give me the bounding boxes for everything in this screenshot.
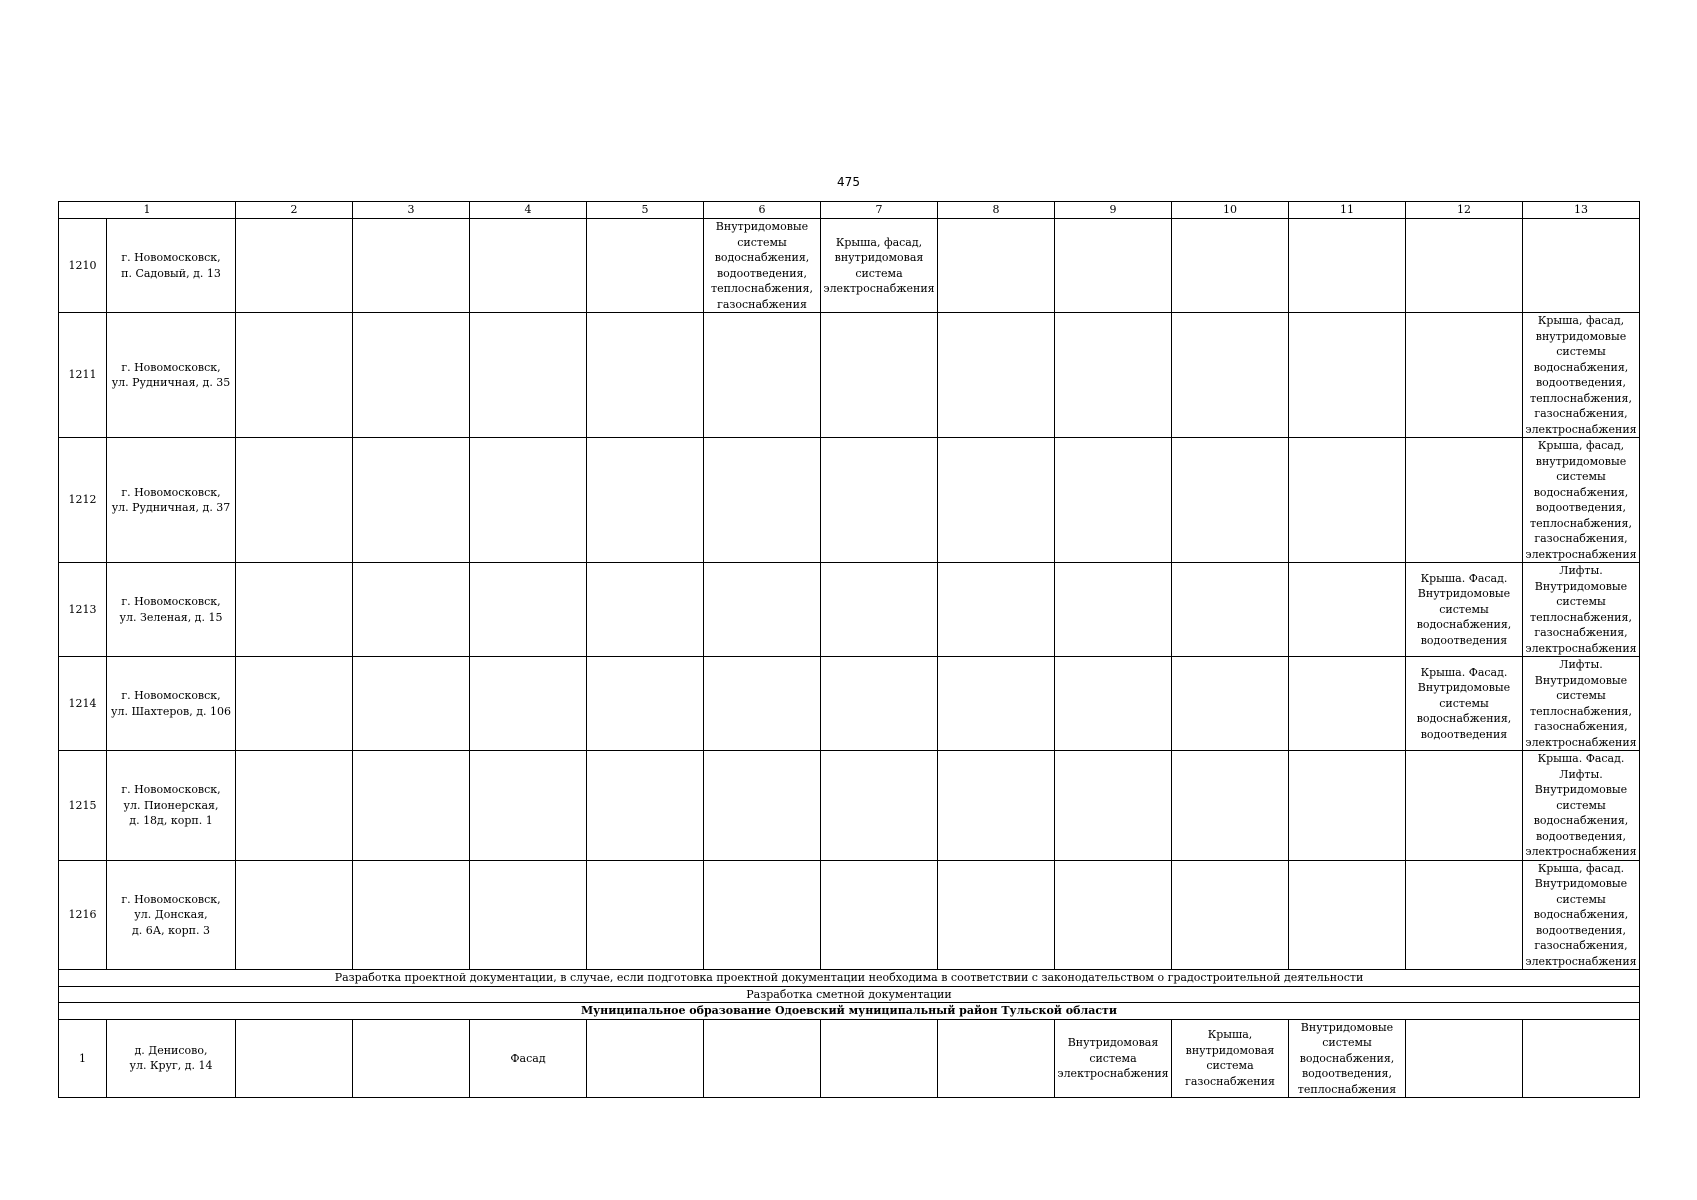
empty-cell: [938, 313, 1055, 438]
header-cell: 13: [1523, 202, 1640, 219]
header-cell: 10: [1172, 202, 1289, 219]
header-cell: 4: [470, 202, 587, 219]
empty-cell: [704, 751, 821, 861]
header-cell: 7: [821, 202, 938, 219]
empty-cell: [821, 860, 938, 970]
empty-cell: [1055, 563, 1172, 657]
section-row: [59, 970, 1640, 987]
header-cell: 9: [1055, 202, 1172, 219]
empty-cell: [353, 657, 470, 751]
empty-cell: [704, 657, 821, 751]
empty-cell: [353, 563, 470, 657]
empty-cell: [821, 657, 938, 751]
empty-cell: [236, 1019, 353, 1098]
header-cell: 11: [1289, 202, 1406, 219]
empty-cell: [236, 751, 353, 861]
work-cell-col12: Крыша. Фасад. Внутридомовые системы водоснабжения, водоотведения: [1406, 563, 1523, 657]
empty-cell: [1055, 657, 1172, 751]
empty-cell: [1289, 313, 1406, 438]
empty-cell: [1289, 219, 1406, 313]
work-cell-col13: Крыша, фасад, внутридомовые системы водоснабжения, водоотведения, теплоснабжения, газоснабжения, электроснабжения: [1523, 313, 1640, 438]
empty-cell: [1289, 563, 1406, 657]
row-number: 1214: [59, 657, 107, 751]
table-row: [59, 657, 1640, 751]
work-cell-col10: Крыша, внутридомовая система газоснабжения: [1172, 1019, 1289, 1098]
empty-cell: [1172, 563, 1289, 657]
empty-cell: [1289, 438, 1406, 563]
empty-cell: [821, 1019, 938, 1098]
address-cell: г. Новомосковск, ул. Донская, д. 6А, корп. 3: [107, 860, 236, 970]
address-cell: г. Новомосковск, ул. Зеленая, д. 15: [107, 563, 236, 657]
empty-cell: [1055, 860, 1172, 970]
row-number: 1215: [59, 751, 107, 861]
empty-cell: [587, 563, 704, 657]
header-cell: 1: [59, 202, 236, 219]
header-cell: 8: [938, 202, 1055, 219]
work-cell-col13: Лифты. Внутридомовые системы теплоснабжения, газоснабжения, электроснабжения: [1523, 657, 1640, 751]
address-cell: г. Новомосковск, ул. Рудничная, д. 35: [107, 313, 236, 438]
empty-cell: [704, 438, 821, 563]
empty-cell: [938, 657, 1055, 751]
address-cell: г. Новомосковск, ул. Рудничная, д. 37: [107, 438, 236, 563]
section-row: [59, 986, 1640, 1003]
empty-cell: [470, 313, 587, 438]
empty-cell: [821, 751, 938, 861]
empty-cell: [938, 860, 1055, 970]
empty-cell: [587, 438, 704, 563]
empty-cell: [1406, 860, 1523, 970]
table-row: [59, 1019, 1640, 1098]
empty-cell: [704, 1019, 821, 1098]
empty-cell: [1172, 313, 1289, 438]
empty-cell: [353, 219, 470, 313]
empty-cell: [1406, 313, 1523, 438]
empty-cell: [821, 563, 938, 657]
empty-cell: [1172, 751, 1289, 861]
empty-cell: [470, 860, 587, 970]
work-cell-col13: Крыша. Фасад. Лифты. Внутридомовые системы водоснабжения, водоотведения, электроснабжения: [1523, 751, 1640, 861]
empty-cell: [1055, 751, 1172, 861]
empty-cell: [470, 438, 587, 563]
table-row: [59, 751, 1640, 861]
empty-cell: [1406, 438, 1523, 563]
empty-cell: [587, 657, 704, 751]
empty-cell: [236, 438, 353, 563]
header-row: [59, 202, 1640, 219]
empty-cell: [353, 1019, 470, 1098]
row-number: 1211: [59, 313, 107, 438]
work-cell-col7: Крыша, фасад, внутридомовая система электроснабжения: [821, 219, 938, 313]
empty-cell: [236, 219, 353, 313]
empty-cell: [938, 219, 1055, 313]
empty-cell: [1172, 860, 1289, 970]
estimate-docs-heading: Разработка сметной документации: [59, 986, 1640, 1003]
empty-cell: [1523, 219, 1640, 313]
empty-cell: [938, 751, 1055, 861]
table-row: [59, 438, 1640, 563]
empty-cell: [587, 751, 704, 861]
table-row: [59, 860, 1640, 970]
work-cell-col12: Крыша. Фасад. Внутридомовые системы водоснабжения, водоотведения: [1406, 657, 1523, 751]
header-cell: 5: [587, 202, 704, 219]
address-cell: г. Новомосковск, п. Садовый, д. 13: [107, 219, 236, 313]
empty-cell: [938, 438, 1055, 563]
empty-cell: [1289, 657, 1406, 751]
empty-cell: [470, 657, 587, 751]
row-number: 1: [59, 1019, 107, 1098]
header-cell: 3: [353, 202, 470, 219]
section-row: [59, 1003, 1640, 1020]
empty-cell: [353, 860, 470, 970]
empty-cell: [938, 563, 1055, 657]
table-row: [59, 313, 1640, 438]
empty-cell: [1055, 438, 1172, 563]
empty-cell: [587, 1019, 704, 1098]
address-cell: д. Денисово, ул. Круг, д. 14: [107, 1019, 236, 1098]
empty-cell: [821, 313, 938, 438]
empty-cell: [1055, 219, 1172, 313]
work-cell-col13: Лифты. Внутридомовые системы теплоснабжения, газоснабжения, электроснабжения: [1523, 563, 1640, 657]
empty-cell: [704, 563, 821, 657]
empty-cell: [821, 438, 938, 563]
row-number: 1210: [59, 219, 107, 313]
empty-cell: [1172, 657, 1289, 751]
design-docs-heading: Разработка проектной документации, в случае, если подготовка проектной документации необходима в соответствии с законодательством о градостроительной деятельности: [59, 970, 1640, 987]
empty-cell: [236, 860, 353, 970]
header-cell: 2: [236, 202, 353, 219]
empty-cell: [236, 657, 353, 751]
work-cell-col9: Внутридомовая система электроснабжения: [1055, 1019, 1172, 1098]
empty-cell: [1172, 219, 1289, 313]
table-row: [59, 219, 1640, 313]
address-cell: г. Новомосковск, ул. Шахтеров, д. 106: [107, 657, 236, 751]
page-number: 475: [837, 175, 860, 189]
empty-cell: [236, 313, 353, 438]
empty-cell: [1406, 219, 1523, 313]
address-cell: г. Новомосковск, ул. Пионерская, д. 18д, корп. 1: [107, 751, 236, 861]
empty-cell: [587, 219, 704, 313]
work-cell-col13: Крыша, фасад. Внутридомовые системы водоснабжения, водоотведения, газоснабжения, электроснабжения: [1523, 860, 1640, 970]
header-cell: 12: [1406, 202, 1523, 219]
municipality-heading: Муниципальное образование Одоевский муниципальный район Тульской области: [59, 1003, 1640, 1020]
empty-cell: [1406, 1019, 1523, 1098]
empty-cell: [1289, 751, 1406, 861]
empty-cell: [1172, 438, 1289, 563]
work-cell-col11: Внутридомовые системы водоснабжения, водоотведения, теплоснабжения: [1289, 1019, 1406, 1098]
row-number: 1213: [59, 563, 107, 657]
empty-cell: [353, 438, 470, 563]
empty-cell: [938, 1019, 1055, 1098]
empty-cell: [1523, 1019, 1640, 1098]
empty-cell: [704, 313, 821, 438]
work-cell-col13: Крыша, фасад, внутридомовые системы водоснабжения, водоотведения, теплоснабжения, газоснабжения, электроснабжения: [1523, 438, 1640, 563]
empty-cell: [470, 563, 587, 657]
empty-cell: [1055, 313, 1172, 438]
empty-cell: [353, 313, 470, 438]
empty-cell: [470, 751, 587, 861]
empty-cell: [1406, 751, 1523, 861]
empty-cell: [704, 860, 821, 970]
table-row: [59, 563, 1640, 657]
empty-cell: [353, 751, 470, 861]
empty-cell: [1289, 860, 1406, 970]
repair-schedule-table: [58, 201, 1640, 1098]
work-cell-col6: Внутридомовые системы водоснабжения, водоотведения, теплоснабжения, газоснабжения: [704, 219, 821, 313]
empty-cell: [236, 563, 353, 657]
header-cell: 6: [704, 202, 821, 219]
row-number: 1216: [59, 860, 107, 970]
empty-cell: [587, 313, 704, 438]
empty-cell: [470, 219, 587, 313]
work-cell-col4: Фасад: [470, 1019, 587, 1098]
row-number: 1212: [59, 438, 107, 563]
empty-cell: [587, 860, 704, 970]
